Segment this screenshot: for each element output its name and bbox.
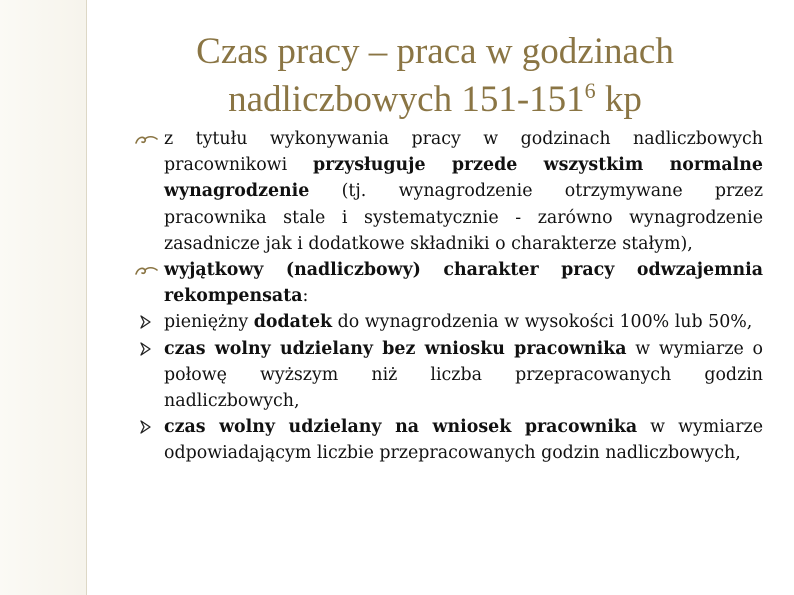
slide-body: [133, 126, 763, 467]
item-bold-text: przysługuje przede wszystkim normalne wynagrodzenie: [164, 155, 763, 202]
item-bold-text: czas wolny udzielany bez wniosku pracownika: [164, 338, 627, 359]
title-line-2-text: nadliczbowych 151-151: [228, 79, 585, 120]
bullet-item: [133, 257, 763, 309]
bullet-item: [133, 309, 763, 335]
item-text-tail: do wynagrodzenia w wysokości 100% lub 50%,: [332, 312, 753, 333]
item-text-tail: (tj. wynagrodzenie otrzymywane przez pracownika stale i systematycznie - zarówno wynagrodzenie zasadnicze jak i dodatkowe składniki o charakterze stałym),: [164, 181, 763, 254]
title-line-1: Czas pracy – praca w godzinach: [196, 31, 674, 72]
title-line-2: [100, 76, 770, 124]
left-decorative-panel: [0, 0, 87, 595]
slide-title: [100, 28, 770, 124]
bullet-item: [133, 414, 763, 466]
curl-bullet-icon: [133, 126, 161, 152]
bullet-item: [133, 336, 763, 415]
arrow-bullet-icon: [139, 336, 167, 362]
item-bold-text: wyjątkowy (nadliczbowy) charakter pracy odwzajemnia rekompensata: [164, 260, 763, 307]
bullet-item: [133, 126, 763, 257]
title-line-2-suffix: kp: [595, 79, 642, 120]
arrow-bullet-icon: [139, 309, 167, 335]
item-text-tail: :: [302, 286, 309, 307]
item-text-tail: w wymiarze o połowę wyższym niż liczba przepracowanych godzin nadliczbowych,: [164, 338, 764, 412]
item-bold-text: dodatek: [253, 312, 333, 333]
item-text: pieniężny: [164, 312, 254, 333]
item-text: z tytułu wykonywania pracy w godzinach nadliczbowych pracownikowi: [164, 129, 763, 176]
curl-bullet-icon: [133, 257, 161, 283]
item-text-tail: w wymiarze odpowiadającym liczbie przepracowanych godzin nadliczbowych,: [164, 417, 763, 464]
title-superscript: 6: [584, 78, 596, 103]
item-bold-text: czas wolny udzielany na wniosek pracownika: [164, 417, 638, 438]
arrow-bullet-icon: [139, 414, 167, 440]
